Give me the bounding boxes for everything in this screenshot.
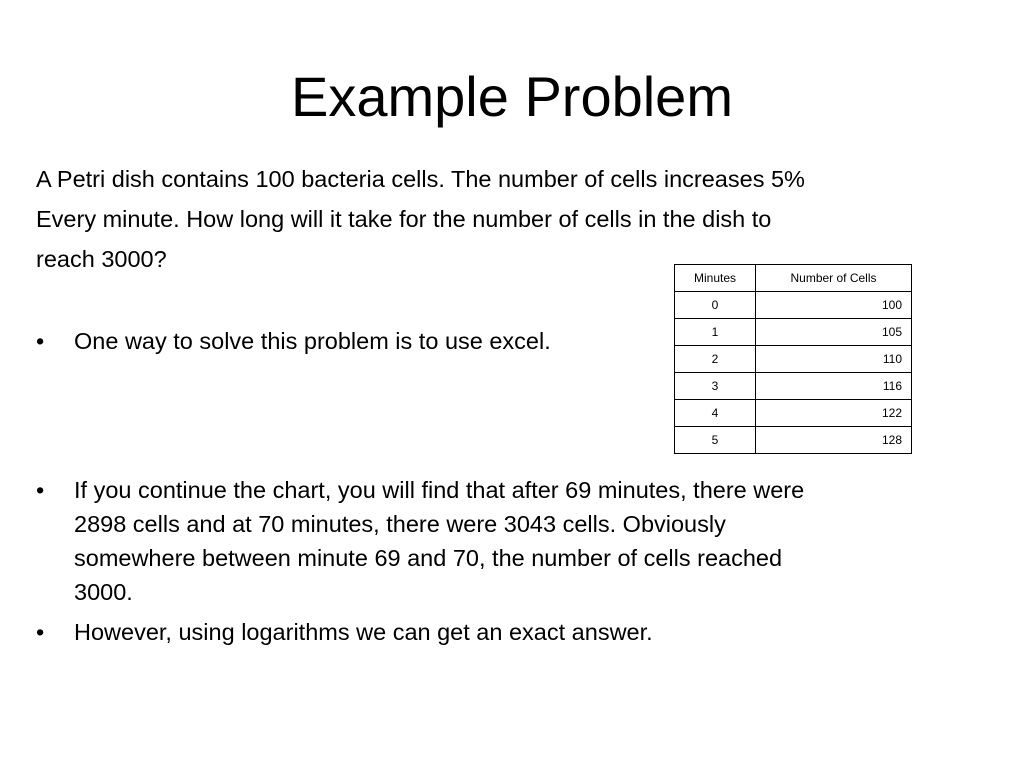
cell-minutes: 2 — [675, 346, 756, 373]
bullet-marker: • — [36, 477, 45, 503]
bullet-marker: • — [36, 328, 45, 354]
bullet-line: If you continue the chart, you will find that after 69 minutes, there were — [74, 477, 805, 503]
cell-count: 110 — [756, 346, 912, 373]
bullet-line: However, using logarithms we can get an exact answer. — [74, 619, 653, 645]
intro-line: Every minute. How long will it take for the number of cells in the dish to — [36, 206, 772, 232]
cell-minutes: 5 — [675, 427, 756, 454]
bullet-continue-chart — [36, 473, 804, 609]
bullet-text — [74, 473, 804, 609]
table-row — [675, 319, 912, 346]
bullet-excel — [36, 324, 551, 358]
bullet-text — [74, 324, 551, 358]
bullet-marker: • — [36, 619, 45, 645]
table-header-row — [675, 265, 912, 292]
cell-count: 100 — [756, 292, 912, 319]
cell-count: 116 — [756, 373, 912, 400]
table-row — [675, 292, 912, 319]
cell-count: 122 — [756, 400, 912, 427]
table-row — [675, 346, 912, 373]
cell-count: 105 — [756, 319, 912, 346]
cell-minutes: 3 — [675, 373, 756, 400]
cell-minutes: 4 — [675, 400, 756, 427]
header-minutes: Minutes — [675, 265, 756, 292]
cell-minutes: 1 — [675, 319, 756, 346]
cell-minutes: 0 — [675, 292, 756, 319]
intro-line: reach 3000? — [36, 246, 167, 272]
cell-count: 128 — [756, 427, 912, 454]
bullet-line: One way to solve this problem is to use excel. — [74, 328, 551, 354]
cells-table — [674, 264, 912, 454]
intro-line: A Petri dish contains 100 bacteria cells. The number of cells increases 5% — [36, 166, 805, 192]
bullet-text — [74, 615, 653, 649]
slide-title: Example Problem — [291, 65, 733, 128]
table-row — [675, 373, 912, 400]
bullet-line: somewhere between minute 69 and 70, the number of cells reached — [74, 545, 783, 571]
bullet-line: 3000. — [74, 579, 133, 605]
table-row — [675, 427, 912, 454]
intro-paragraph — [36, 159, 996, 279]
table-row — [675, 400, 912, 427]
bullet-line: 2898 cells and at 70 minutes, there were 3043 cells. Obviously — [74, 511, 726, 537]
header-number-of-cells: Number of Cells — [756, 265, 912, 292]
bullet-logarithms — [36, 615, 653, 649]
